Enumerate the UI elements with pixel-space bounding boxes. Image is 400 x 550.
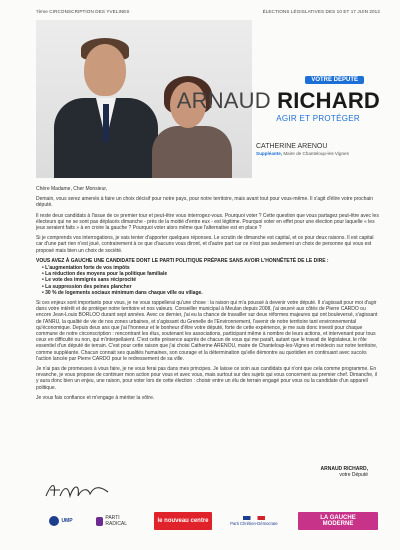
candidate-first-name: ARNAUD	[176, 88, 271, 113]
party-logos	[36, 512, 380, 532]
substitute-role-label: Suppléante,	[256, 151, 283, 156]
ump-label: UMP	[61, 518, 73, 524]
depute-badge: VOTRE DÉPUTÉ	[305, 76, 364, 84]
handwritten-signature	[42, 478, 112, 502]
gauche-moderne-logo	[298, 512, 378, 530]
signer-block	[321, 466, 369, 478]
candidate-name	[177, 88, 380, 114]
pcd-logo	[228, 512, 280, 530]
candidate-title-block	[177, 68, 380, 123]
paragraph-3: Si je comprends vos interrogations, je vais tenter d'apporter quelques réponses. Le scrutin de dimanche est capital, et ce pour deux raisons. Il est capital car d'une part rien n'est joué, contrairement à ce que d'aucuns vous diront, et d'autre part car ce n'est pas seulement un choix de personne qui vous est proposé mais bien un choix de société.	[36, 235, 374, 254]
list-item: • La réduction des moyens pour la politique familiale	[42, 271, 380, 277]
parti-radical-logo	[96, 512, 136, 530]
signer-title: votre Député	[339, 472, 368, 478]
election-header: ÉLECTIONS LÉGISLATIVES DES 10 ET 17 JUIN 2012	[262, 9, 380, 14]
list-item: • La suppression des peines plancher	[42, 284, 380, 290]
pcd-label: Parti Chrétien-Démocrate	[230, 521, 278, 526]
signer-name: ARNAUD RICHARD,	[320, 466, 368, 472]
substitute-name: CATHERINE ARENOU	[256, 143, 328, 150]
parti-radical-label: PARTI RADICAL	[105, 515, 128, 527]
substitute-role-detail: Maire de Chanteloup-les-Vignes	[283, 151, 349, 156]
gauche-moderne-line-2: MODERNE	[322, 521, 354, 527]
paragraph-4: Si ces enjeux sont importants pour vous, je ne vous rappellerai qu'une chose : la raison qui m'a poussé à devenir votre député. Il s'agissait pour moi d'agir dans votre intérêt et de protéger notre territoire et nos valeurs. Conseiller municipal à Meulan depuis 2008, j'ai œuvré aux côtés de Pierre CARDO ou encore Jean-Louis BORLOO durant sept années. Avec ce dernier, j'ai eu la chance de travailler sur deux réformes majeures qui ont bouleversé, s'agissant de l'ANRU, la qualité de vie de nos zones urbaines, et s'agissant du Grenelle de l'Environnement, l'avenir de notre territoire tant environnemental qu'économique. Depuis deux ans que j'ai l'honneur et le bonheur d'être votre député, forte de cette expérience, je me suis donc investi pour chaque commune de notre circonscription : rencontrant les élus, soutenant les associations, participant même à nombre de leurs actions, et intervenant pour tous ceux en difficulté ou non, qui m'interpellaient. C'est cette présence auprès de chacun de vous qui me paraît, autant que le travail de législateur, le rôle essentiel d'un député de terrain. C'est pour cette raison que j'ai choisi Catherine ARENOU, maire de Chanteloup-les-Vignes et médecin sur notre territoire, comme suppléante. Chacun connait ses qualités humaines, son courage et la détermination qu'elle démontre au quotidien en continuant avec succès l'action lancée par Pierre CARDO pour le redressement de sa ville.	[36, 300, 378, 362]
candidate-tagline: AGIR ET PROTÉGER	[276, 114, 360, 123]
candidate-last-name: RICHARD	[277, 88, 380, 113]
substitute-block	[256, 143, 366, 156]
list-item: • 30 % de logements sociaux minimum dans chaque ville ou village.	[42, 290, 380, 296]
pcd-flag-icon	[243, 516, 265, 520]
nouveau-centre-logo: le nouveau centre	[154, 512, 212, 530]
ump-logo	[44, 512, 78, 530]
constituency-header: 7ème CIRCONSCRIPTION DES YVELINES	[36, 9, 130, 14]
list-item: • L'augmentation forte de vos impôts	[42, 265, 380, 271]
paragraph-1: Demain, vous serez amenés à faire un choix décisif pour notre pays, pour notre territoire, mais avant tout pour vous-même. Il s'agit d'élire votre prochain député.	[36, 196, 374, 209]
greeting: Chère Madame, Cher Monsieur,	[36, 186, 108, 192]
substitute-role	[256, 151, 366, 156]
policy-callout	[36, 258, 380, 296]
paragraph-5: Je n'ai pas de promesses à vous faire, je ne vous ferai pas dans mes principes. Je laisse ce soin aux candidats qui n'ont que cela comme programme. En revanche, je vous propose de continuer mon action pour vous et avec vous, mais surtout sur des sujets qui vous concernent au premier chef. Dimanche, il y aura donc bien un enjeu, une raison, pour voter lors de cette élection : choisir entre un élu de terrain engagé pour vous ou la candidate d'un appareil politique.	[36, 366, 378, 391]
callout-lead: VOUS AVEZ À GAUCHE UNE CANDIDATE DONT LE PARTI POLITIQUE PRÉPARE SANS AVOIR L'HONNÊTETÉ DE LE DIRE :	[36, 257, 329, 264]
paragraph-2: Il reste deux candidats à l'issue de ce premier tour et peut-être vous interrogez-vous. Pourquoi voter ? Cette question que vous partagez peut-être avec les électeurs qui ne se sont pas déplacés dimanche - près de la moitié d'entre eux - est légitime. Pourquoi voter en effet pour une élection pour laquelle « les jeux seraient faits » à en croire la gauche ? Pourquoi voter alors même que l'alternative est en place ?	[36, 212, 379, 232]
list-item: • Le vote des immigrés sans réciprocité	[42, 277, 380, 283]
callout-list	[36, 265, 380, 296]
parti-radical-icon	[96, 517, 103, 526]
ump-icon	[49, 516, 59, 526]
letter-body	[36, 186, 380, 405]
gauche-moderne-line-1: LA GAUCHE	[320, 515, 356, 521]
closing: Je vous fais confiance et m'engage à mériter la vôtre.	[36, 394, 155, 401]
